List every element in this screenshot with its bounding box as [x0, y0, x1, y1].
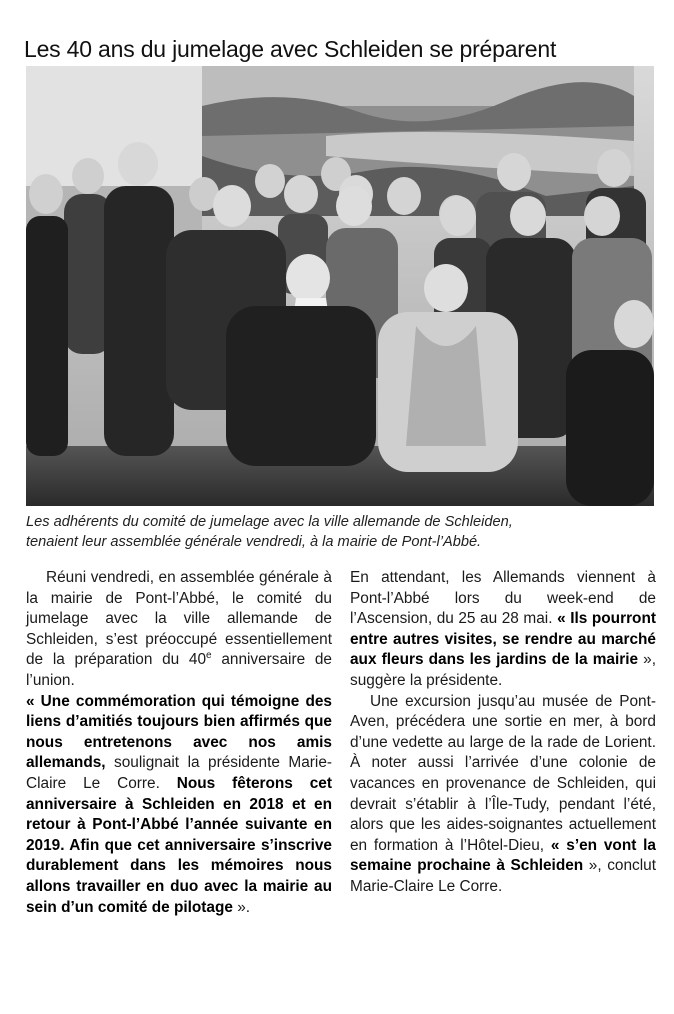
photo-caption: [26, 512, 656, 552]
paragraph-quote: [26, 692, 332, 919]
superscript: e: [206, 650, 212, 662]
quote-text: « Ils pourront entre autres visites, se rendre au marché aux fleurs dans les jardins de la mairie: [350, 610, 656, 669]
article-column-left: [26, 568, 332, 918]
paragraph-text: anniversaire de l’union.: [26, 651, 332, 689]
paragraph: [350, 692, 656, 898]
quote-text: Nous fêterons cet anniversaire à Schleiden en 2018 et en retour à Pont-l’Abbé l’année suivante en 2019. Afin que cet anniversaire s’inscrive durablement dans les mémoires nous allons travailler en duo avec la mairie au sein d’un comité de pilotage: [26, 774, 332, 916]
caption-line-1: Les adhérents du comité de jumelage avec la ville allemande de Schleiden,: [26, 514, 513, 530]
paragraph-text: soulignait la présidente Marie-Claire Le Corre.: [26, 754, 332, 792]
quote-text: « Une commémoration qui témoigne des liens d’amitiés toujours bien affirmés que nous entretenons avec nos amis allemands,: [26, 692, 332, 772]
paragraph-text: ».: [232, 898, 251, 916]
paragraph-text: Réuni vendredi, en assemblée générale à la mairie de Pont-l’Abbé, le comité du jumelage avec la ville allemande de Schleiden, s’est préoccupé essentiellement de la préparation du 40: [26, 569, 332, 669]
paragraph-text: », suggère la présidente.: [350, 651, 656, 689]
group-photo-icon: [26, 66, 654, 506]
paragraph-text: En attendant, les Allemands viennent à Pont-l’Abbé lors du week-end de l’Ascension, du 25 au 28 mai.: [350, 569, 656, 628]
caption-line-2: tenaient leur assemblée générale vendredi, à la mairie de Pont-l’Abbé.: [26, 534, 482, 550]
article-column-right: [350, 568, 656, 898]
quote-text: « s’en vont la semaine prochaine à Schleiden: [350, 836, 656, 875]
paragraph: [350, 568, 656, 692]
paragraph-text: », conclut Marie-Claire Le Corre.: [350, 857, 656, 895]
group-photo: [26, 66, 654, 506]
paragraph-text: Une excursion jusqu’au musée de Pont-Aven, précédera une sortie en mer, à bord d’une vedette au large de la rade de Lorient. À noter aussi l’arrivée d’une colonie de vacances en provenance de Schleiden, qui devrait s’établir à l’Île-Tudy, pendant l’été, alors que les aides-soignantes actuellement en formation à l’Hôtel-Dieu,: [350, 692, 656, 854]
headline: Les 40 ans du jumelage avec Schleiden se préparent: [24, 36, 557, 63]
paragraph: [26, 568, 332, 692]
